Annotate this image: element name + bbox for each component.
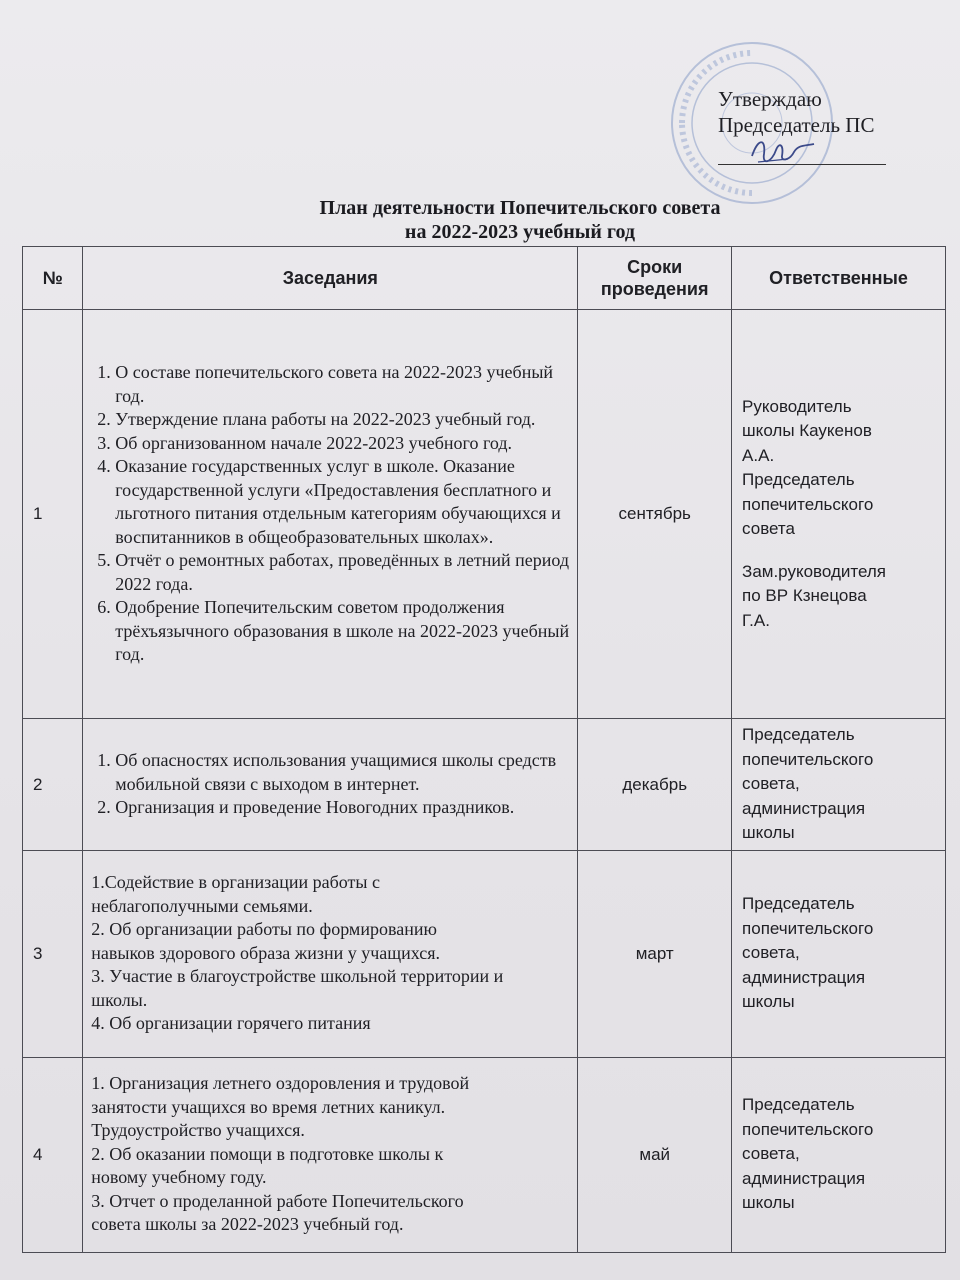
agenda-line: навыков здорового образа жизни у учащихся.	[91, 942, 441, 963]
table-header-row	[23, 247, 946, 310]
agenda-item: 6. Одобрение Попечительским советом продолжения трёхъязычного образования в школе на 2022-2023 учебный год.	[115, 596, 571, 667]
responsible-line: Зам.руководителя	[742, 561, 886, 581]
approval-line-2: Председатель ПС	[718, 113, 875, 137]
agenda-line: 3. Отчет о проделанной работе Попечительского	[91, 1190, 464, 1211]
agenda-line: 2. Об организации работы по формированию	[91, 919, 437, 940]
agenda-line: неблагополучными семьями.	[91, 895, 313, 916]
responsible-line: Руководитель	[742, 396, 852, 416]
responsible-line: Председатель	[742, 894, 855, 914]
responsible-line: администрация	[742, 1168, 866, 1188]
agenda-cell	[83, 310, 578, 719]
responsible-line: А.А.	[742, 445, 775, 465]
agenda-line: 2. Об оказании помощи в подготовке школы к	[91, 1143, 444, 1164]
agenda-cell	[83, 719, 578, 851]
agenda-line: занятости учащихся во время летних каникул.	[91, 1096, 446, 1117]
responsible-line: Председатель	[742, 470, 855, 490]
responsible-line: школы	[742, 1193, 795, 1213]
agenda-item: 1. Об опасностях использования учащимися школы средств мобильной связи с выходом в интернет.	[115, 749, 571, 796]
table-row	[23, 719, 946, 851]
header-when-line-2: проведения	[600, 279, 709, 299]
responsible-line: администрация	[742, 798, 866, 818]
document-title	[200, 196, 840, 244]
agenda-line: школы.	[91, 989, 148, 1010]
header-when	[578, 247, 732, 310]
title-line-2: на 2022-2023 учебный год	[404, 221, 636, 243]
meeting-date: март	[578, 850, 732, 1057]
agenda-item: 3. Об организованном начале 2022-2023 учебного год.	[115, 432, 571, 456]
responsible-line: Председатель	[742, 725, 855, 744]
title-line-1: План деятельности Попечительского совета	[319, 197, 721, 219]
meeting-date: сентябрь	[578, 310, 732, 719]
responsible-line: школы Каукенов	[742, 421, 872, 441]
responsible-line: совета,	[742, 774, 800, 793]
table-row	[23, 1057, 946, 1252]
meeting-date: декабрь	[578, 719, 732, 851]
plan-table	[22, 246, 946, 1253]
agenda-cell	[83, 1057, 578, 1252]
responsible-line: попечительского	[742, 494, 874, 514]
approval-line-1: Утверждаю	[718, 87, 822, 111]
agenda-item: 1. О составе попечительского совета на 2022-2023 учебный год.	[115, 361, 571, 408]
responsible-cell	[732, 850, 946, 1057]
responsible-line: совета	[742, 519, 795, 539]
agenda-item: 4. Оказание государственных услуг в школе. Оказание государственной услуги «Предоставления бесплатного и льготного питания отдельным категориям обучающихся и воспитанников в общеобразовательных школах».	[115, 455, 571, 549]
header-responsible: Ответственные	[732, 247, 946, 310]
agenda-line: новому учебному году.	[91, 1167, 267, 1188]
responsible-line: школы	[742, 992, 795, 1012]
responsible-line: школы	[742, 823, 795, 842]
table-row	[23, 850, 946, 1057]
header-when-line-1: Сроки	[627, 257, 683, 277]
responsible-cell	[732, 1057, 946, 1252]
responsible-line: по ВР Кзнецова	[742, 586, 867, 606]
agenda-line: 3. Участие в благоустройстве школьной территории и	[91, 966, 504, 987]
header-agenda: Заседания	[83, 247, 578, 310]
agenda-line: 4. Об организации горячего питания	[91, 1013, 371, 1034]
responsible-cell	[732, 719, 946, 851]
responsible-line: попечительского	[742, 1119, 874, 1139]
agenda-item: 5. Отчёт о ремонтных работах, проведённых в летний период 2022 года.	[115, 549, 571, 596]
handwritten-signature	[748, 132, 818, 172]
responsible-line: совета,	[742, 943, 800, 963]
responsible-line: совета,	[742, 1144, 800, 1164]
agenda-list	[91, 749, 571, 820]
row-number: 3	[23, 850, 83, 1057]
responsible-line: попечительского	[742, 749, 874, 769]
agenda-line: Трудоустройство учащихся.	[91, 1120, 305, 1141]
responsible-line: администрация	[742, 967, 866, 987]
agenda-item: 2. Утверждение плана работы на 2022-2023 учебный год.	[115, 408, 571, 432]
responsible-line: попечительского	[742, 918, 874, 938]
row-number: 2	[23, 719, 83, 851]
table-row	[23, 310, 946, 719]
agenda-cell	[83, 850, 578, 1057]
meeting-date: май	[578, 1057, 732, 1252]
row-number: 1	[23, 310, 83, 719]
responsible-spacer	[742, 542, 941, 560]
row-number: 4	[23, 1057, 83, 1252]
approval-block	[718, 86, 886, 165]
signature-line	[718, 150, 886, 165]
header-number: №	[23, 247, 83, 310]
agenda-line: 1. Организация летнего оздоровления и трудовой	[91, 1073, 470, 1094]
agenda-line: 1.Содействие в организации работы с	[91, 872, 380, 893]
responsible-line: Г.А.	[742, 610, 770, 630]
responsible-cell	[732, 310, 946, 719]
responsible-line: Председатель	[742, 1095, 855, 1115]
agenda-list	[91, 361, 571, 667]
agenda-line: совета школы за 2022-2023 учебный год.	[91, 1214, 404, 1235]
agenda-item: 2. Организация и проведение Новогодних праздников.	[115, 796, 571, 820]
